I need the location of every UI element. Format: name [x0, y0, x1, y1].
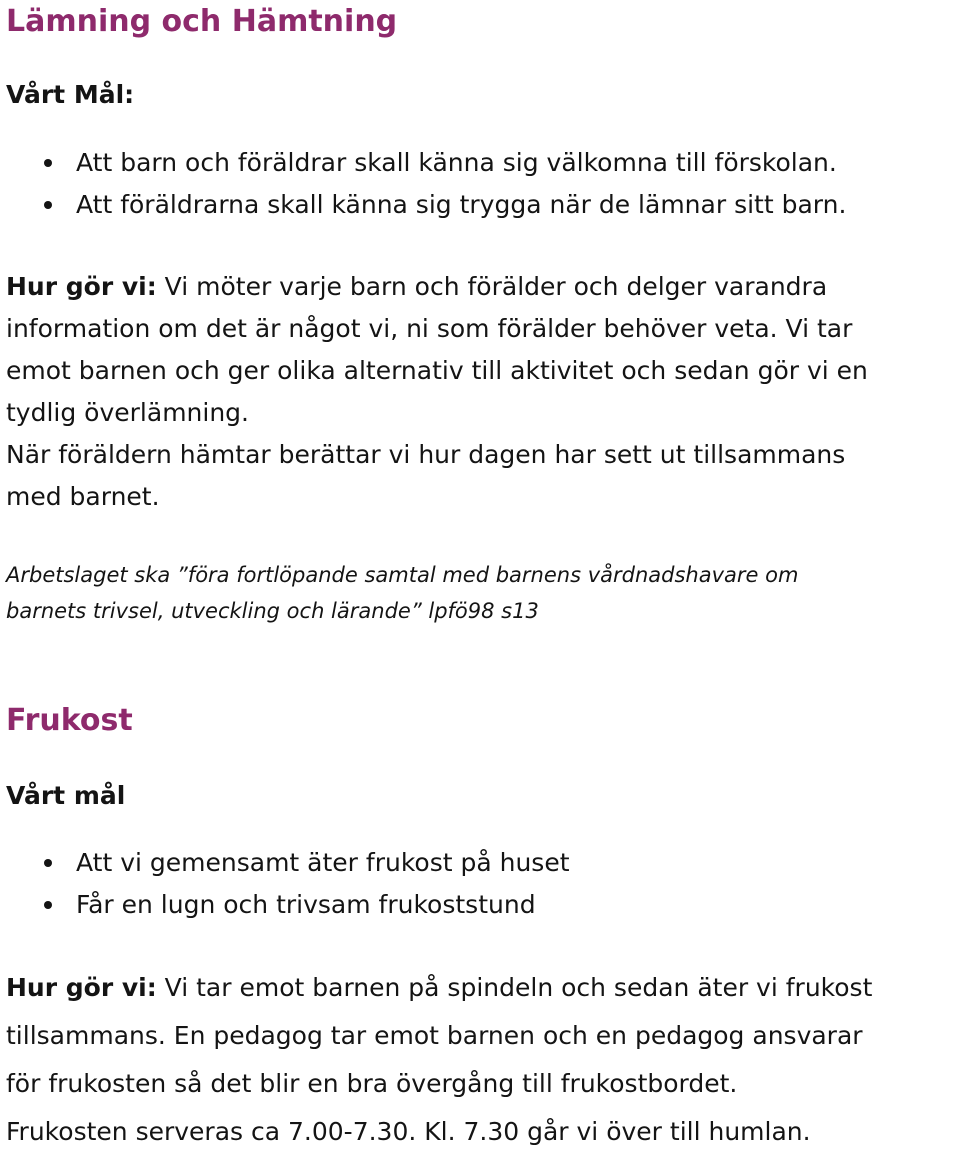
curriculum-quote	[6, 557, 798, 629]
paragraph-line: Hur gör vi: Vi möter varje barn och förälder och delger varandra	[6, 272, 828, 301]
bullet-icon	[44, 859, 52, 867]
paragraph-line: tillsammans. En pedagog tar emot barnen och en pedagog ansvarar	[6, 1021, 863, 1050]
section-title-lamning: Lämning och Hämtning	[6, 4, 398, 39]
list-item: Får en lugn och trivsam frukoststund	[0, 884, 570, 926]
goal-list	[0, 142, 846, 226]
how-label: Hur gör vi:	[6, 973, 157, 1002]
paragraph-line: för frukosten så det blir en bra övergång till frukostbordet.	[6, 1069, 738, 1098]
bullet-icon	[44, 159, 52, 167]
quote-line: barnets trivsel, utveckling och lärande” lpfö98 s13	[6, 599, 539, 623]
paragraph-line: information om det är något vi, ni som förälder behöver veta. Vi tar	[6, 314, 853, 343]
how-label: Hur gör vi:	[6, 272, 157, 301]
how-paragraph	[6, 266, 868, 518]
list-item: Att vi gemensamt äter frukost på huset	[0, 842, 570, 884]
paragraph-line: med barnet.	[6, 482, 160, 511]
section-title-frukost: Frukost	[6, 703, 133, 738]
quote-line: Arbetslaget ska ”föra fortlöpande samtal med barnens vårdnadshavare om	[6, 563, 799, 587]
goal-label: Vårt mål	[6, 781, 126, 810]
list-item: Att barn och föräldrar skall känna sig välkomna till förskolan.	[0, 142, 846, 184]
paragraph-line: emot barnen och ger olika alternativ till aktivitet och sedan gör vi en	[6, 356, 868, 385]
list-item: Att föräldrarna skall känna sig trygga när de lämnar sitt barn.	[0, 184, 846, 226]
paragraph-line: Frukosten serveras ca 7.00-7.30. Kl. 7.30 går vi över till humlan.	[6, 1117, 811, 1146]
how-paragraph	[6, 964, 872, 1156]
goal-list	[0, 842, 570, 926]
goal-label: Vårt Mål:	[6, 80, 135, 109]
bullet-icon	[44, 201, 52, 209]
paragraph-line: tydlig överlämning.	[6, 398, 249, 427]
bullet-icon	[44, 901, 52, 909]
paragraph-line: När föräldern hämtar berättar vi hur dagen har sett ut tillsammans	[6, 440, 846, 469]
paragraph-line: Hur gör vi: Vi tar emot barnen på spindeln och sedan äter vi frukost	[6, 973, 873, 1002]
